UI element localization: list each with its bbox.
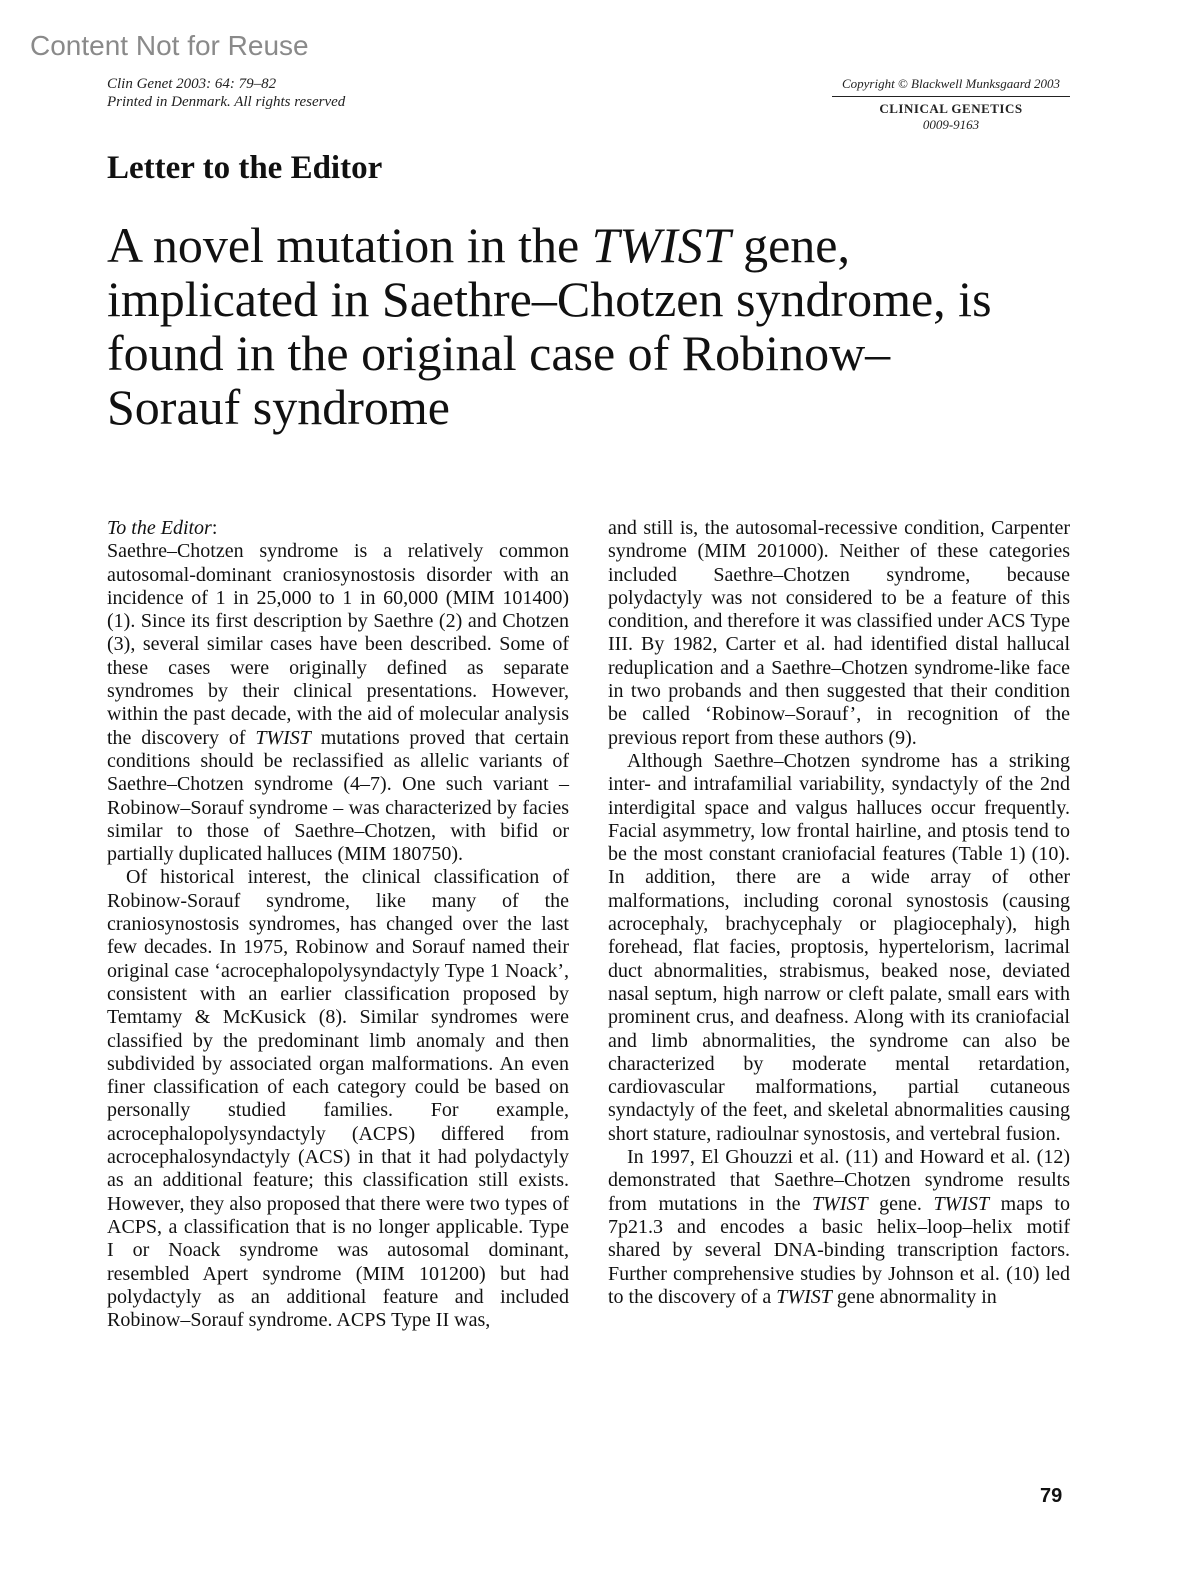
text-run: gene. xyxy=(867,1192,934,1215)
title-gene: TWIST xyxy=(591,217,731,273)
header-rule xyxy=(832,96,1070,97)
gene-name: TWIST xyxy=(812,1192,868,1215)
paragraph: and still is, the autosomal-recessive condition, Carpenter syndrome (MIM 201000). Neither of these categories included Saethre–Chotzen syndrome, because polydactyly was not considered to be a feature of this condition, and therefore it was classified under ACS Type III. By 1982, Carter et al. had identified distal hallucal reduplication and a Saethre–Chotzen syndrome-like face in two probands and then suggested that their condition be called ‘Robinow–Sorauf’, in recognition of the previous report from these authors (9). xyxy=(608,517,1071,749)
title-pre: A novel mutation in the xyxy=(107,217,592,273)
paragraph xyxy=(107,540,569,866)
gene-name: TWIST xyxy=(255,726,311,749)
issn: 0009-9163 xyxy=(922,117,980,132)
citation: Clin Genet 2003: 64: 79–82 xyxy=(107,76,277,92)
salutation xyxy=(107,517,569,540)
page-number: 79 xyxy=(1040,1485,1063,1507)
journal-citation-block xyxy=(107,75,345,111)
printed-notice: Printed in Denmark. All rights reserved xyxy=(107,94,346,110)
gene-name: TWIST xyxy=(933,1192,990,1215)
section-label: Letter to the Editor xyxy=(107,150,383,186)
watermark: Content Not for Reuse xyxy=(30,30,309,61)
text-run: In 1997, El Ghouzzi et al. (11) and Howard et al. (12) demonstrated that Saethre–Chotzen syndrome results from mutations in the xyxy=(608,1146,1070,1215)
text-run: Saethre–Chotzen syndrome is a relatively common autosomal-dominant craniosynostosis disorder with an incidence of 1 in 25,000 to 1 in 60,000 (MIM 101400) (1). Since its first description by Saethre (2) and Chotzen (3), several similar cases have been described. Some of these cases were originally defined as separate syndromes by their clinical presentations. However, within the past decade, with the aid of molecular analysis the discovery of xyxy=(107,540,569,749)
text-run: mutations proved that certain conditions should be reclassified as allelic variants of Saethre–Chotzen syndrome (4–7). One such variant – Robinow–Sorauf syndrome – was characterized by facies similar to those of Saethre–Chotzen, with bifid or partially duplicated halluces (MIM 180750). xyxy=(107,726,569,866)
journal-name: CLINICAL GENETICS xyxy=(879,101,1023,116)
article-title xyxy=(107,218,1007,434)
paragraph: Although Saethre–Chotzen syndrome has a striking inter- and intrafamilial variability, syndactyly of the 2nd interdigital space and valgus halluces occur frequently. Facial asymmetry, low frontal hairline, and ptosis tend to be the most constant craniofacial features (Table 1) (10). In addition, there are a wide array of other malformations, including coronal synostosis (causing acrocephaly, brachycephaly or plagiocephaly), high forehead, flat facies, proptosis, hypertelorism, lacrimal duct abnormalities, strabismus, beaked nose, deviated nasal septum, high narrow or cleft palate, small ears with prominent crus, and deafness. Along with its craniofacial and limb abnormalities, the syndrome can also be characterized by moderate mental retardation, cardiovascular malformations, partial cutaneous syndactyly of the feet, and skeletal abnormalities causing short stature, radioulnar synostosis, and vertebral fusion. xyxy=(608,749,1070,1145)
title-post: gene, implicated in Saethre–Chotzen syndrome, is found in the original case of Robinow–Sorauf syndrome xyxy=(107,217,992,435)
text-run: maps to 7p21.3 and encodes a basic helix–loop–helix motif shared by several DNA-binding transcription factors. Further comprehensive studies by Johnson et al. (10) led to the discovery of a xyxy=(608,1192,1070,1308)
gene-name: TWIST xyxy=(776,1285,832,1308)
text-run: gene abnormality in xyxy=(831,1285,997,1308)
journal-header-block xyxy=(832,76,1070,133)
paragraph: Of historical interest, the clinical classification of Robinow-Sorauf syndrome, like many of the craniosynostosis syndromes, has changed over the last few decades. In 1975, Robinow and Sorauf named their original case ‘acrocephalopolysyndactyly Type 1 Noack’, consistent with an earlier classification proposed by Temtamy & McKusick (8). Similar syndromes were classified by the predominant limb anomaly and then subdivided by associated organ malformations. An even finer classification of each category could be based on personally studied families. For example, acrocephalopolysyndactyly (ACPS) differed from acrocephalosyndactyly (ACS) in that it had polydactyly as an additional feature; this classification still exists. However, they also proposed that there were two types of ACPS, a classification that is no longer applicable. Type I or Noack syndrome was autosomal dominant, resembled Apert syndrome (MIM 101200) but had polydactyly as an additional feature and included Robinow–Sorauf syndrome. ACPS Type II was, xyxy=(107,866,569,1332)
salutation-text: To the Editor xyxy=(107,517,212,539)
body-column-right xyxy=(608,517,1070,1309)
paragraph xyxy=(608,1146,1070,1309)
salutation-punct: : xyxy=(211,517,218,539)
copyright: Copyright © Blackwell Munksgaard 2003 xyxy=(841,76,1061,91)
body-column-left xyxy=(107,517,569,1332)
